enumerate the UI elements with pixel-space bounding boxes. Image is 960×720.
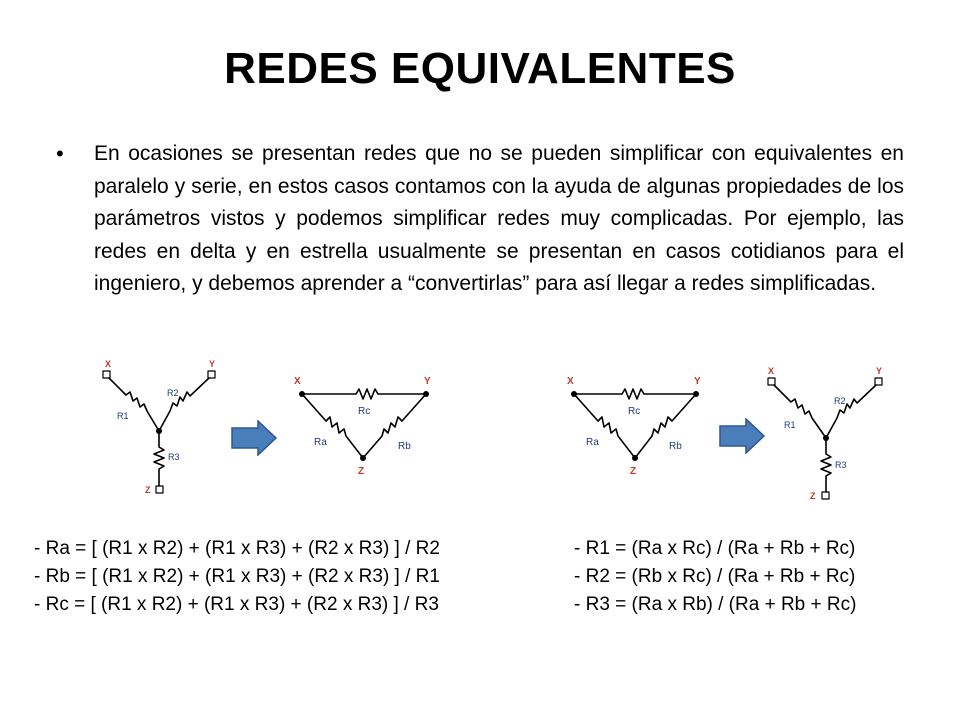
formula-r3: - R3 = (Ra x Rb) / (Ra + Rb + Rc) [574,594,857,615]
page-title: REDES EQUIVALENTES [224,44,736,93]
formulas-delta [34,535,440,619]
star-label-z-right: Z [810,491,816,501]
star-label-x-right: X [768,366,775,376]
formula-rc: - Rc = [ (R1 x R2) + (R1 x R3) + (R2 x R3) ] / R3 [34,594,439,615]
star-label-y-right: Y [876,366,883,376]
star-label-r3: R3 [168,452,180,462]
arrow-right-icon [230,420,278,456]
star-diagram-left [95,355,235,500]
star-label-r3-right: R3 [835,460,847,470]
delta-label-rb-right: Rb [669,441,682,452]
delta-label-rc: Rc [358,406,371,417]
bullet-paragraph: En ocasiones se presentan redes que no se pueden simplificar con equivalentes en paralelo y serie, en estos casos contamos con la ayuda de algunas propiedades de los parámetros vistos y podemos simplificar redes muy complicadas. Por ejemplo, las redes en delta y en estrella usualmente se presentan en casos cotidianos para el ingeniero, y debemos aprender a “convertirlas” para así llegar a redes simplificadas. [94,142,904,295]
delta-label-ra-right: Ra [586,437,599,448]
formulas-star [574,535,856,619]
delta-diagram-left [290,370,440,480]
delta-label-y: Y [424,376,431,387]
delta-label-z-right: Z [630,466,637,477]
delta-label-rc-right: Rc [628,406,641,417]
star-label-r2: R2 [167,388,179,398]
star-label-y: Y [209,359,216,369]
delta-label-x: X [294,376,301,387]
delta-label-y-right: Y [694,376,701,387]
star-label-r1-right: R1 [784,420,796,430]
delta-label-rb: Rb [398,441,411,452]
delta-label-x-right: X [567,376,574,387]
delta-label-z: Z [358,466,365,477]
formula-rb: - Rb = [ (R1 x R2) + (R1 x R3) + (R2 x R3) ] / R1 [34,566,440,587]
arrow-right-icon-2 [718,418,766,454]
star-label-r2-right: R2 [834,396,846,406]
star-diagram-right [760,362,900,507]
formula-r1: - R1 = (Ra x Rc) / (Ra + Rb + Rc) [574,538,856,559]
bullet-marker: • [56,141,64,166]
formula-ra: - Ra = [ (R1 x R2) + (R1 x R3) + (R2 x R3) ] / R2 [34,538,440,559]
formula-r2: - R2 = (Rb x Rc) / (Ra + Rb + Rc) [574,566,856,587]
delta-diagram-right [562,370,712,480]
delta-label-ra: Ra [314,437,327,448]
star-label-r1: R1 [117,411,129,421]
star-label-x: X [105,359,112,369]
star-label-z: Z [145,485,151,495]
